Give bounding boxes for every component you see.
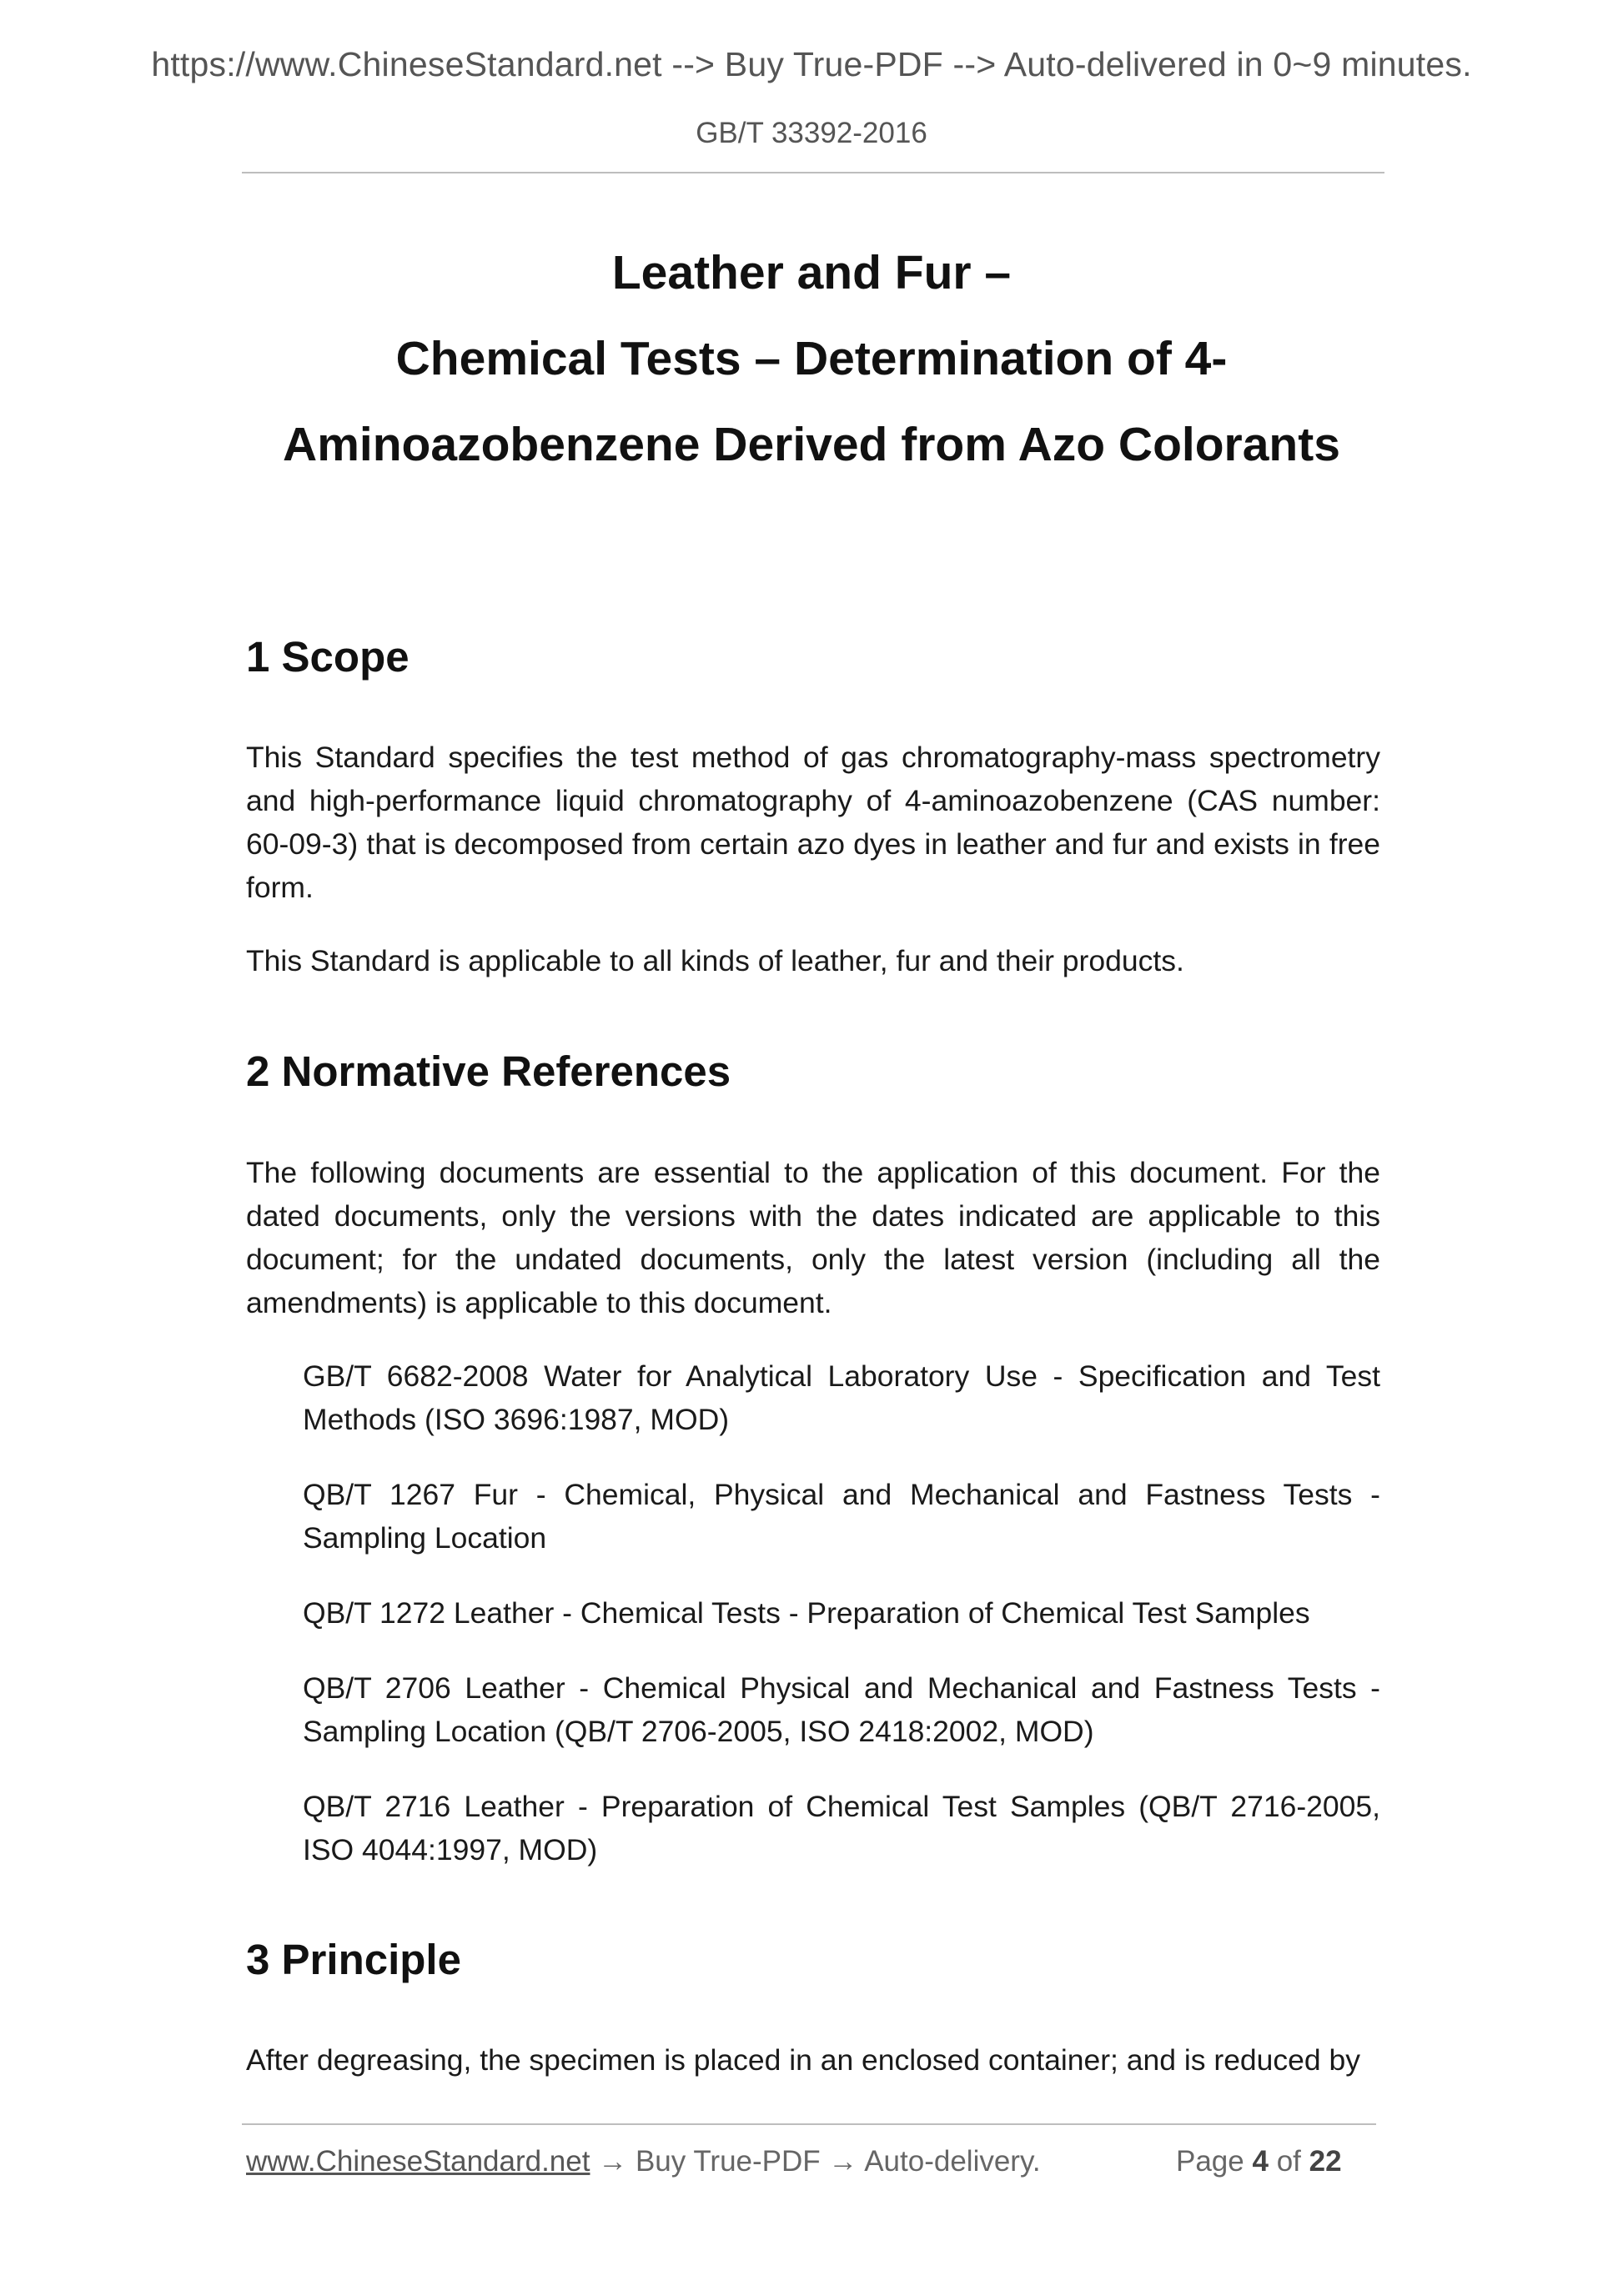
- header-divider: [242, 172, 1384, 173]
- title-line-2: Chemical Tests – Determination of 4-: [395, 332, 1228, 385]
- reference-item: QB/T 2706 Leather - Chemical Physical and Mechanical and Fastness Tests - Sampling Location (QB/T 2706-2005, ISO 2418:2002, MOD): [303, 1671, 1380, 1748]
- scope-paragraph-2: This Standard is applicable to all kinds of leather, fur and their products.: [246, 944, 1184, 977]
- page-indicator: [1176, 2145, 1342, 2178]
- arrow-right-icon: →: [828, 2145, 858, 2178]
- page-total: 22: [1309, 2145, 1342, 2178]
- footer-buy-text: Buy True-PDF: [635, 2145, 821, 2178]
- arrow-right-icon: →: [598, 2145, 628, 2178]
- reference-item: QB/T 2716 Leather - Preparation of Chemical Test Samples (QB/T 2716-2005, ISO 4044:1997, MOD): [303, 1790, 1380, 1866]
- scope-paragraph-1: This Standard specifies the test method of gas chromatography-mass spectrometry and high-performance liquid chromatography of 4-aminoazobenzene (CAS number: 60-09-3) that is decomposed from certain azo dyes in leather and fur and exists in free form.: [246, 741, 1380, 904]
- page-number: 4: [1252, 2145, 1269, 2178]
- heading-scope: 1 Scope: [246, 633, 410, 681]
- footer-delivery-text: Auto-delivery.: [864, 2145, 1041, 2178]
- footer-divider: [242, 2123, 1376, 2125]
- page-of-label: of: [1276, 2145, 1301, 2178]
- reference-item: GB/T 6682-2008 Water for Analytical Laboratory Use - Specification and Test Methods (ISO 3696:1987, MOD): [303, 1359, 1380, 1436]
- heading-normative-references: 2 Normative References: [246, 1048, 731, 1095]
- document-code: GB/T 33392-2016: [696, 117, 927, 149]
- normative-intro-paragraph: The following documents are essential to the application of this document. For the dated documents, only the versions with the dates indicated are applicable to this document; for the undated documents, only the latest version (including all the amendments) is applicable to this document.: [246, 1156, 1380, 1319]
- document-title: [200, 230, 1423, 488]
- reference-item: QB/T 1267 Fur - Chemical, Physical and Mechanical and Fastness Tests - Sampling Location: [303, 1478, 1380, 1555]
- footer-site-link[interactable]: www.ChineseStandard.net: [246, 2145, 590, 2178]
- page-label: Page: [1176, 2145, 1244, 2178]
- title-line-3: Aminoazobenzene Derived from Azo Colorants: [283, 418, 1340, 471]
- reference-item: QB/T 1272 Leather - Chemical Tests - Preparation of Chemical Test Samples: [303, 1596, 1310, 1630]
- title-line-1: Leather and Fur –: [611, 246, 1012, 299]
- principle-paragraph-1: After degreasing, the specimen is placed in an enclosed container; and is reduced by: [246, 2043, 1361, 2077]
- footer-links: [246, 2145, 1041, 2178]
- top-banner[interactable]: https://www.ChineseStandard.net --> Buy True-PDF --> Auto-delivered in 0~9 minutes.: [151, 45, 1472, 83]
- heading-principle: 3 Principle: [246, 1936, 461, 1983]
